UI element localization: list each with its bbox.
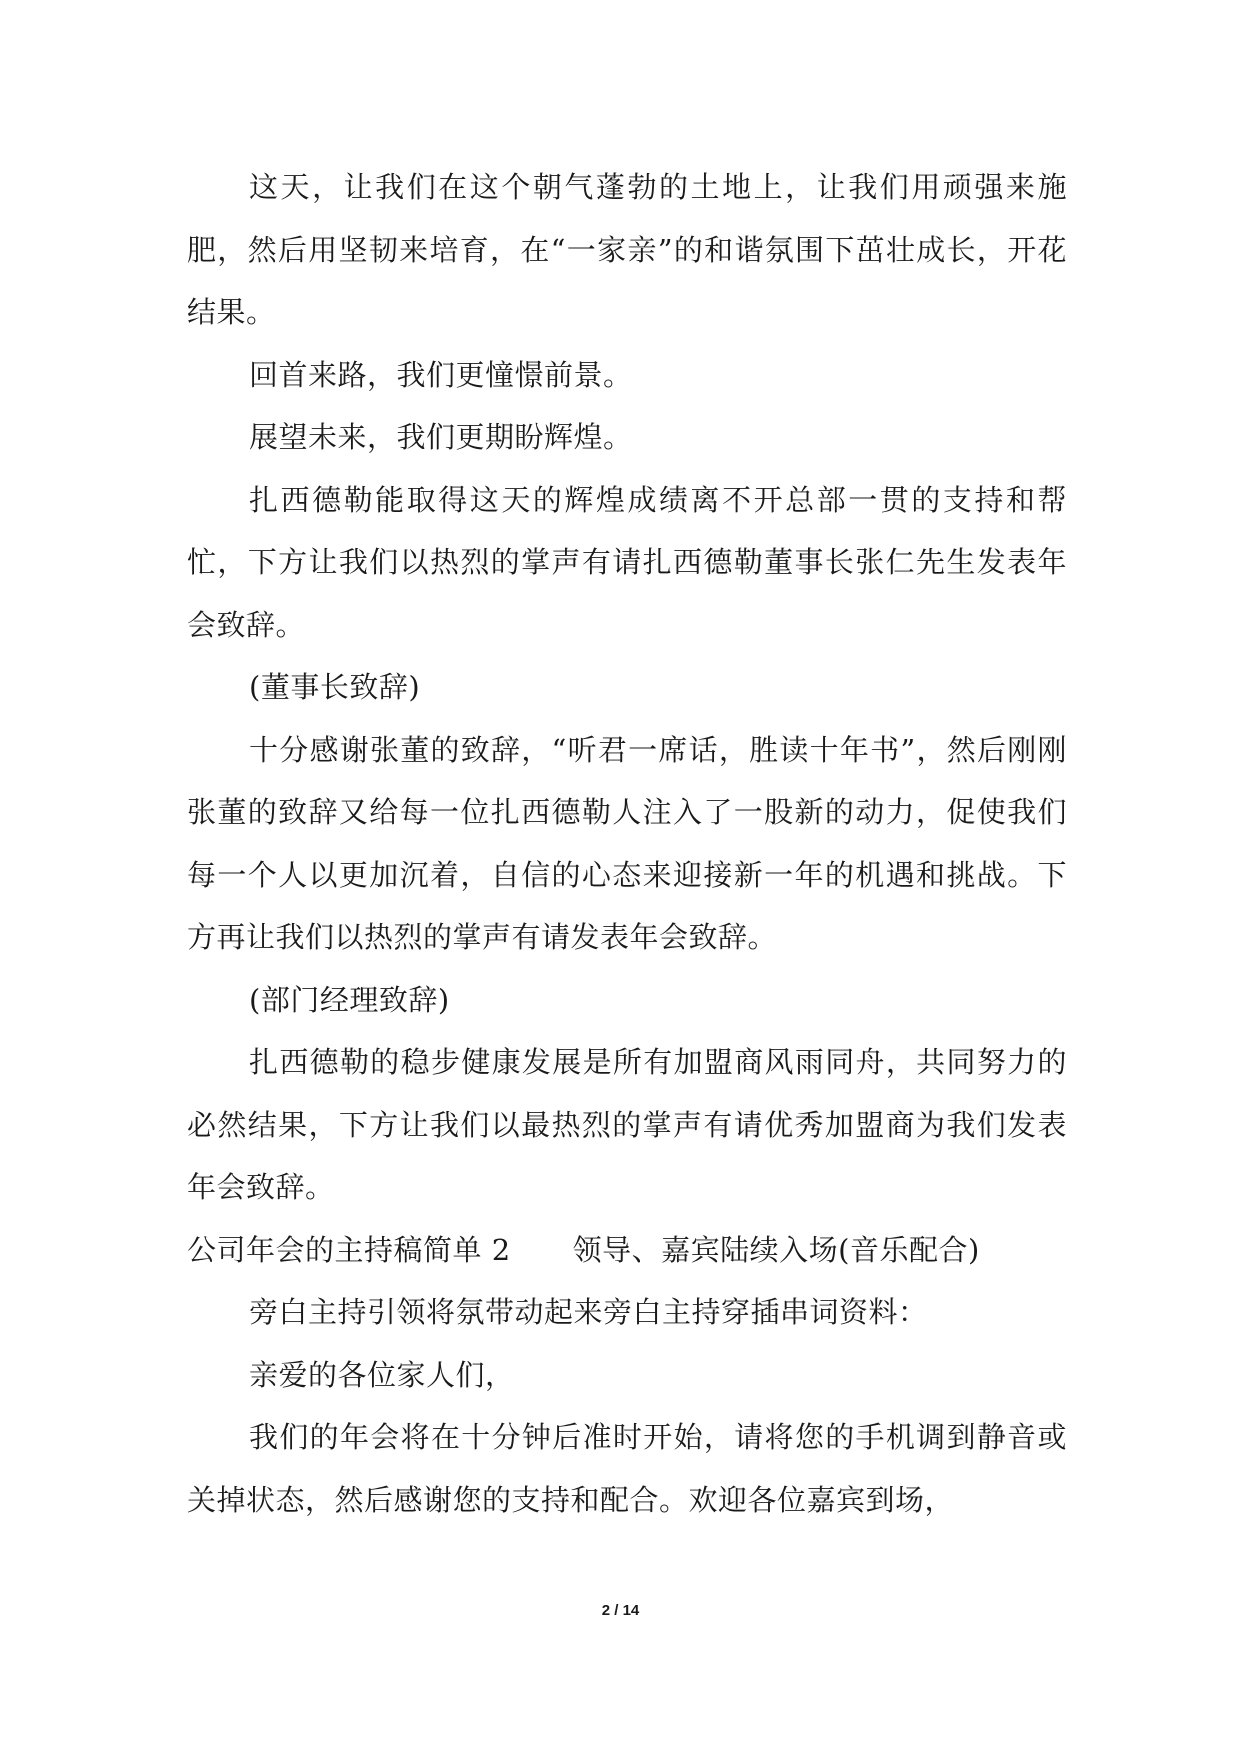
document-body <box>187 156 1067 1531</box>
paragraph: 我们的年会将在十分钟后准时开始，请将您的手机调到静音或关掉状态，然后感谢您的支持和配合。欢迎各位嘉宾到场， <box>187 1420 1067 1517</box>
section-heading <box>187 1219 1067 1282</box>
paragraph: 十分感谢张董的致辞，“听君一席话，胜读十年书”，然后刚刚张董的致辞又给每一位扎西德勒人注入了一股新的动力，促使我们每一个人以更加沉着，自信的心态来迎接新一年的机遇和挑战。下方再让我们以热烈的掌声有请发表年会致辞。 <box>187 732 1067 954</box>
paragraph: 回首来路，我们更憧憬前景。 <box>249 357 633 392</box>
paragraph: 扎西德勒的稳步健康发展是所有加盟商风雨同舟，共同努力的必然结果，下方让我们以最热烈的掌声有请优秀加盟商为我们发表年会致辞。 <box>187 1045 1067 1204</box>
page-number: 2 / 14 <box>601 1602 640 1619</box>
paragraph: 这天，让我们在这个朝气蓬勃的土地上，让我们用顽强来施肥，然后用坚韧来培育，在“一家亲”的和谐氛围下茁壮成长，开花结果。 <box>187 170 1067 329</box>
paragraph: 亲爱的各位家人们， <box>249 1357 515 1392</box>
paragraph: 展望未来，我们更期盼辉煌。 <box>249 420 633 454</box>
section-heading-text: 领导、嘉宾陆续入场(音乐配合) <box>572 1232 980 1267</box>
paragraph: 扎西德勒能取得这天的辉煌成绩离不开总部一贯的支持和帮忙，下方让我们以热烈的掌声有请扎西德勒董事长张仁先生发表年会致辞。 <box>187 482 1067 642</box>
stage-direction: (部门经理致辞) <box>249 982 450 1017</box>
stage-direction: (董事长致辞) <box>249 670 421 704</box>
section-heading-title: 公司年会的主持稿简单 2 <box>187 1232 511 1267</box>
paragraph: 旁白主持引领将氛带动起来旁白主持穿插串词资料： <box>249 1295 928 1329</box>
